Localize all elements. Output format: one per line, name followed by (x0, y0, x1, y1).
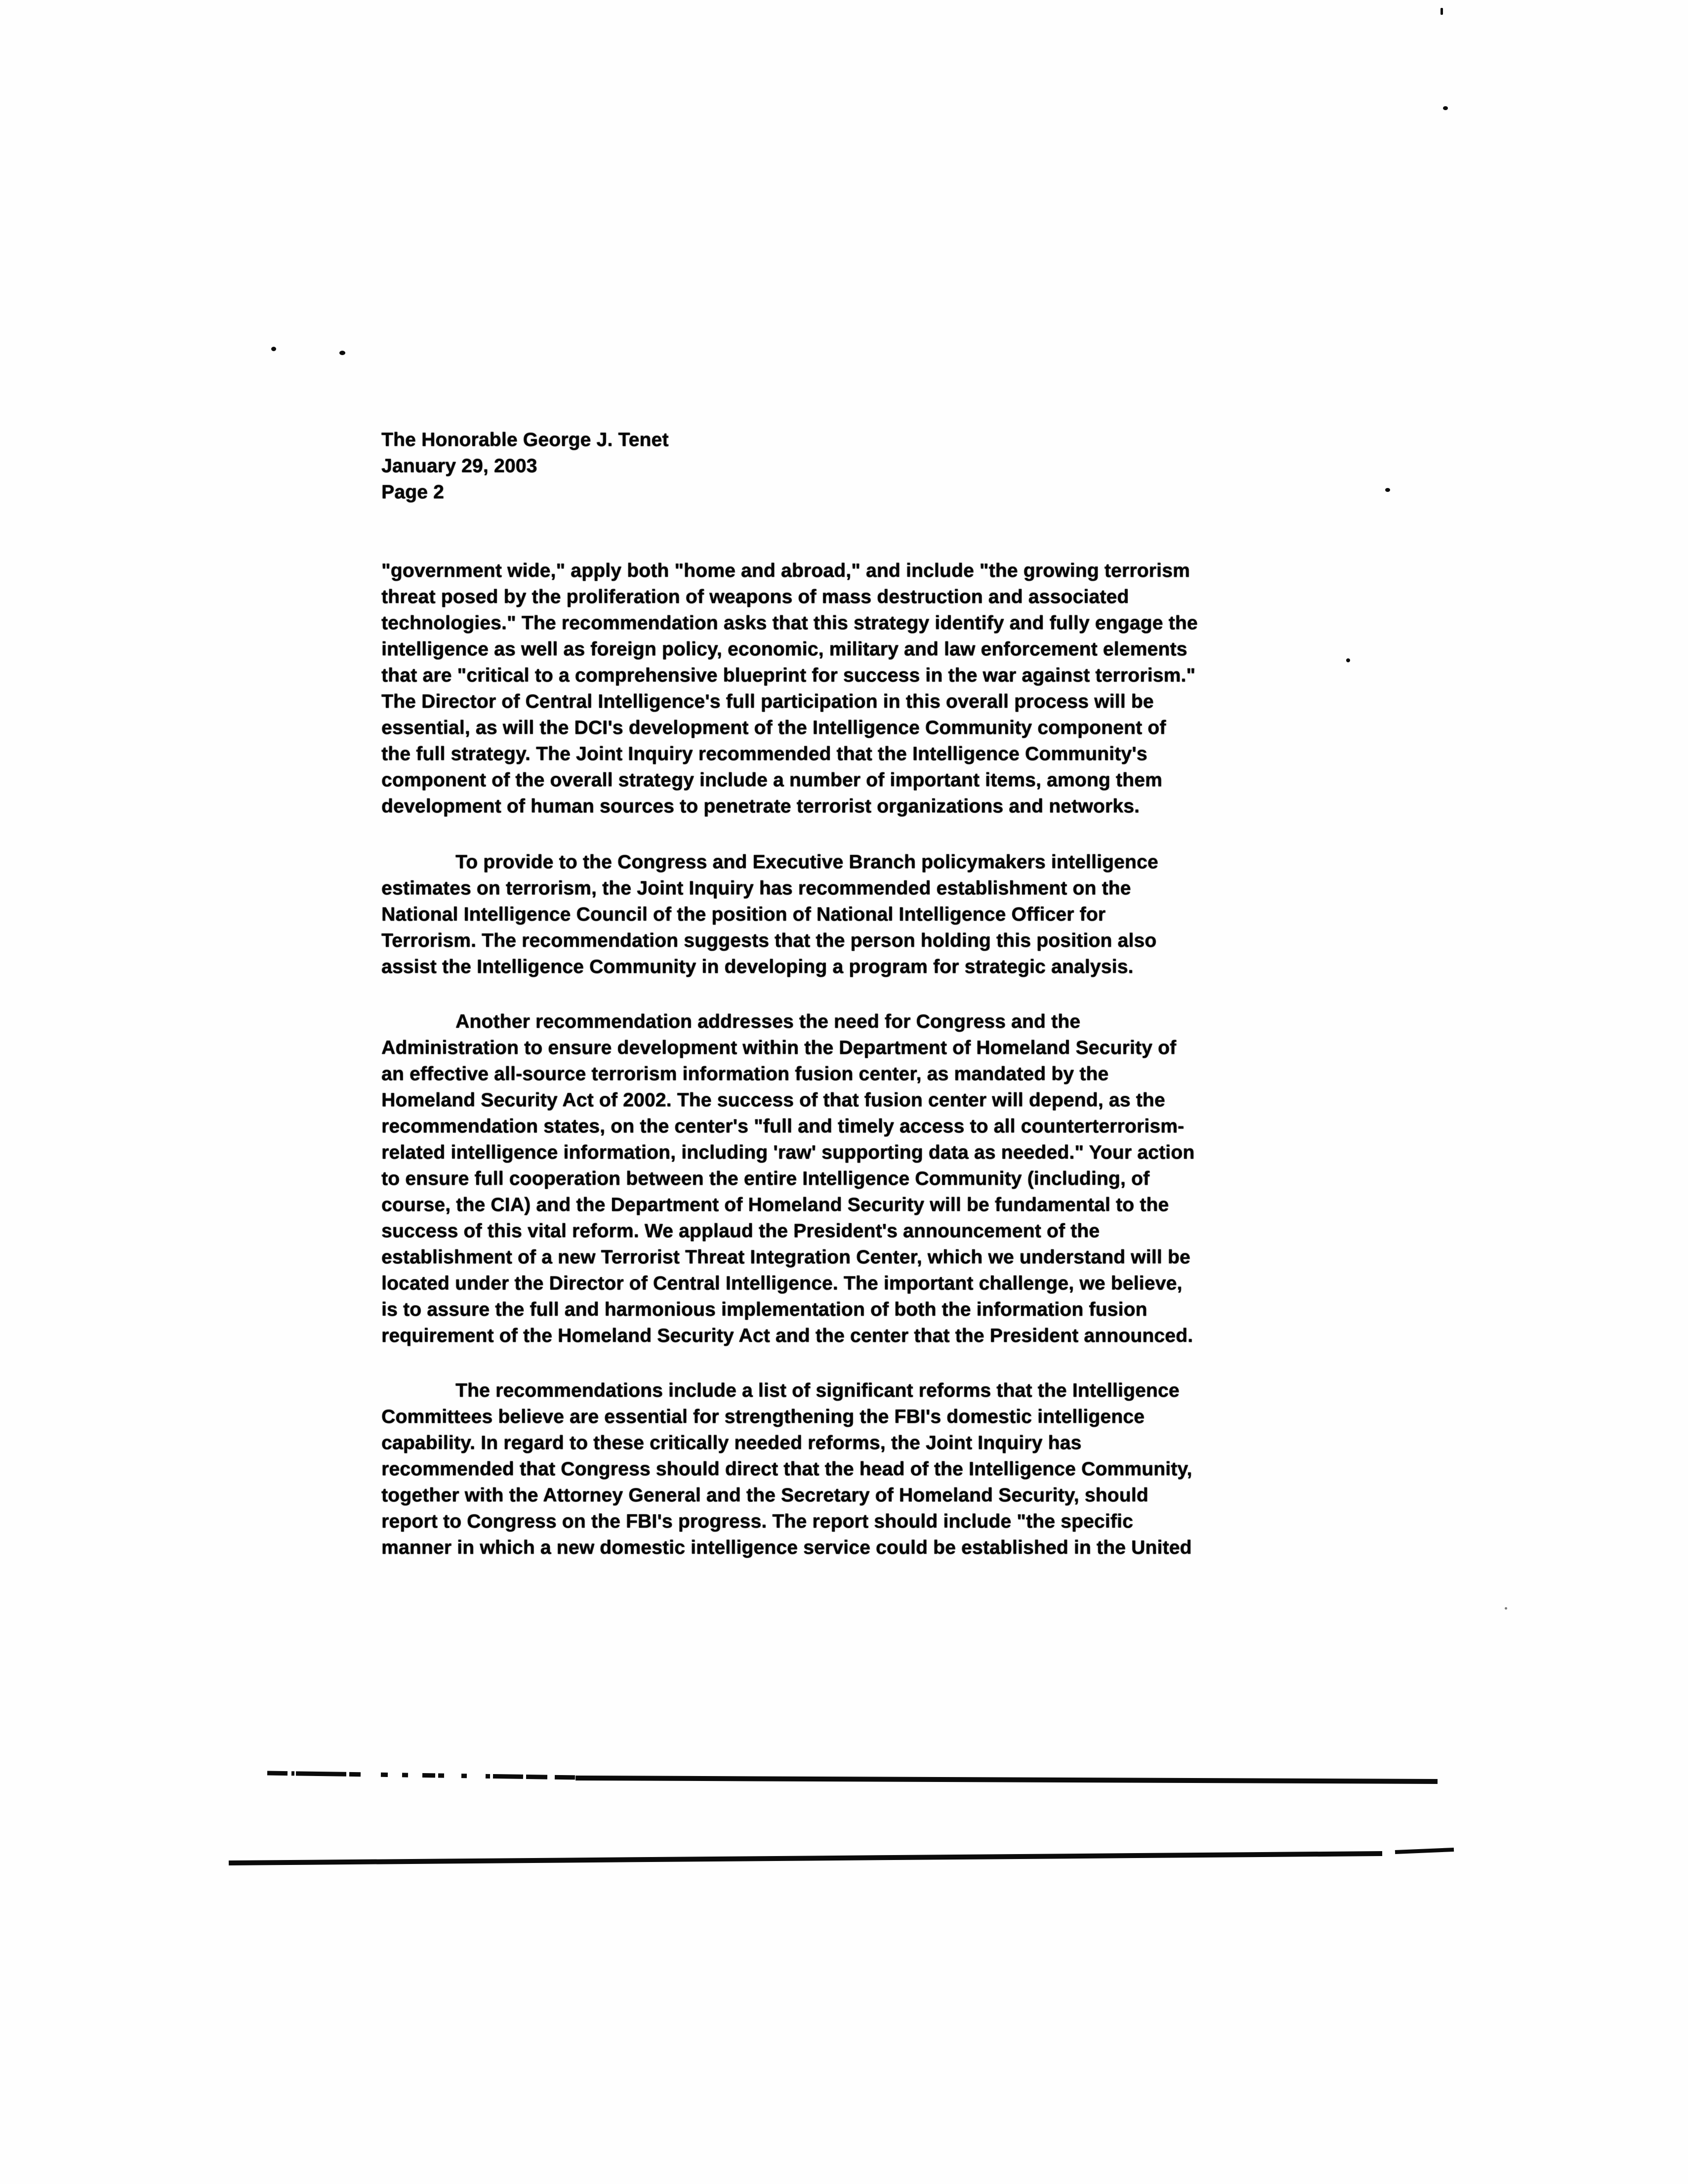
text-line: threat posed by the proliferation of weapons of mass destruction and associated (381, 586, 1129, 607)
scan-speck (1443, 106, 1448, 110)
text-line: the full strategy. The Joint Inquiry recommended that the Intelligence Community's (381, 743, 1148, 765)
paragraph-2 (381, 849, 1350, 980)
recipient-line: The Honorable George J. Tenet (381, 429, 669, 450)
solid-rule-tail (1395, 1850, 1454, 1852)
text-line: together with the Attorney General and the Secretary of Homeland Security, should (381, 1485, 1149, 1506)
text-line: assist the Intelligence Community in developing a program for strategic analysis. (381, 956, 1134, 977)
text-line: To provide to the Congress and Executive Branch policymakers intelligence (455, 851, 1158, 873)
text-line: an effective all-source terrorism information fusion center, as mandated by the (381, 1063, 1109, 1085)
dashed-rule-left (267, 1773, 578, 1778)
scan-speck (271, 347, 276, 351)
text-line: development of human sources to penetrate terrorist organizations and networks. (381, 796, 1140, 817)
text-line: related intelligence information, including 'raw' supporting data as needed." Your action (381, 1142, 1195, 1163)
scan-speck (1441, 8, 1443, 15)
text-line: Homeland Security Act of 2002. The success of that fusion center will depend, as the (381, 1090, 1165, 1111)
text-line: The recommendations include a list of significant reforms that the Intelligence (455, 1380, 1180, 1401)
text-line: that are "critical to a comprehensive blueprint for success in the war against terrorism." (381, 665, 1195, 686)
text-line: recommendation states, on the center's "full and timely access to all counterterrorism- (381, 1116, 1185, 1137)
scan-speck (1505, 1607, 1507, 1610)
solid-rule-main (229, 1854, 1382, 1863)
text-line: manner in which a new domestic intelligence service could be established in the United (381, 1537, 1192, 1558)
paragraph-3 (381, 1009, 1350, 1349)
paragraph-4 (381, 1377, 1350, 1561)
text-line: success of this vital reform. We applaud the President's announcement of the (381, 1220, 1100, 1242)
scan-speck (1385, 488, 1390, 492)
text-line: intelligence as well as foreign policy, economic, military and law enforcement elements (381, 639, 1188, 660)
text-line: Administration to ensure development within the Department of Homeland Security of (381, 1037, 1177, 1058)
paragraph-1 (381, 558, 1350, 819)
text-line: requirement of the Homeland Security Act and the center that the President announced. (381, 1325, 1194, 1346)
text-line: report to Congress on the FBI's progress. The report should include "the specific (381, 1511, 1133, 1532)
text-line: to ensure full cooperation between the entire Intelligence Community (including, of (381, 1168, 1150, 1189)
text-line: capability. In regard to these critically needed reforms, the Joint Inquiry has (381, 1432, 1082, 1454)
text-line: Committees believe are essential for strengthening the FBI's domestic intelligence (381, 1406, 1145, 1427)
text-line: National Intelligence Council of the position of National Intelligence Officer for (381, 904, 1106, 925)
text-line: estimates on terrorism, the Joint Inquiry has recommended establishment on the (381, 878, 1131, 899)
page-number-line: Page 2 (381, 482, 444, 503)
text-line: located under the Director of Central Intelligence. The important challenge, we believe, (381, 1273, 1183, 1294)
text-line: is to assure the full and harmonious implementation of both the information fusion (381, 1299, 1148, 1320)
dashed-rule-right (576, 1778, 1438, 1781)
text-line: recommended that Congress should direct that the head of the Intelligence Community, (381, 1458, 1193, 1480)
date-line: January 29, 2003 (381, 455, 537, 477)
text-line: essential, as will the DCI's development of the Intelligence Community component of (381, 717, 1166, 738)
text-line: establishment of a new Terrorist Threat Integration Center, which we understand will be (381, 1247, 1191, 1268)
text-line: technologies." The recommendation asks that this strategy identify and fully engage the (381, 612, 1198, 634)
letter-header (381, 427, 669, 505)
text-line: Another recommendation addresses the need for Congress and the (455, 1011, 1080, 1032)
scan-speck (339, 351, 345, 355)
text-line: The Director of Central Intelligence's full participation in this overall process will be (381, 691, 1154, 712)
text-line: "government wide," apply both "home and abroad," and include "the growing terrorism (381, 560, 1190, 581)
scan-speck (1346, 658, 1350, 662)
text-line: course, the CIA) and the Department of Homeland Security will be fundamental to the (381, 1194, 1169, 1215)
text-line: component of the overall strategy include a number of important items, among them (381, 769, 1162, 791)
text-line: Terrorism. The recommendation suggests that the person holding this position also (381, 930, 1157, 951)
